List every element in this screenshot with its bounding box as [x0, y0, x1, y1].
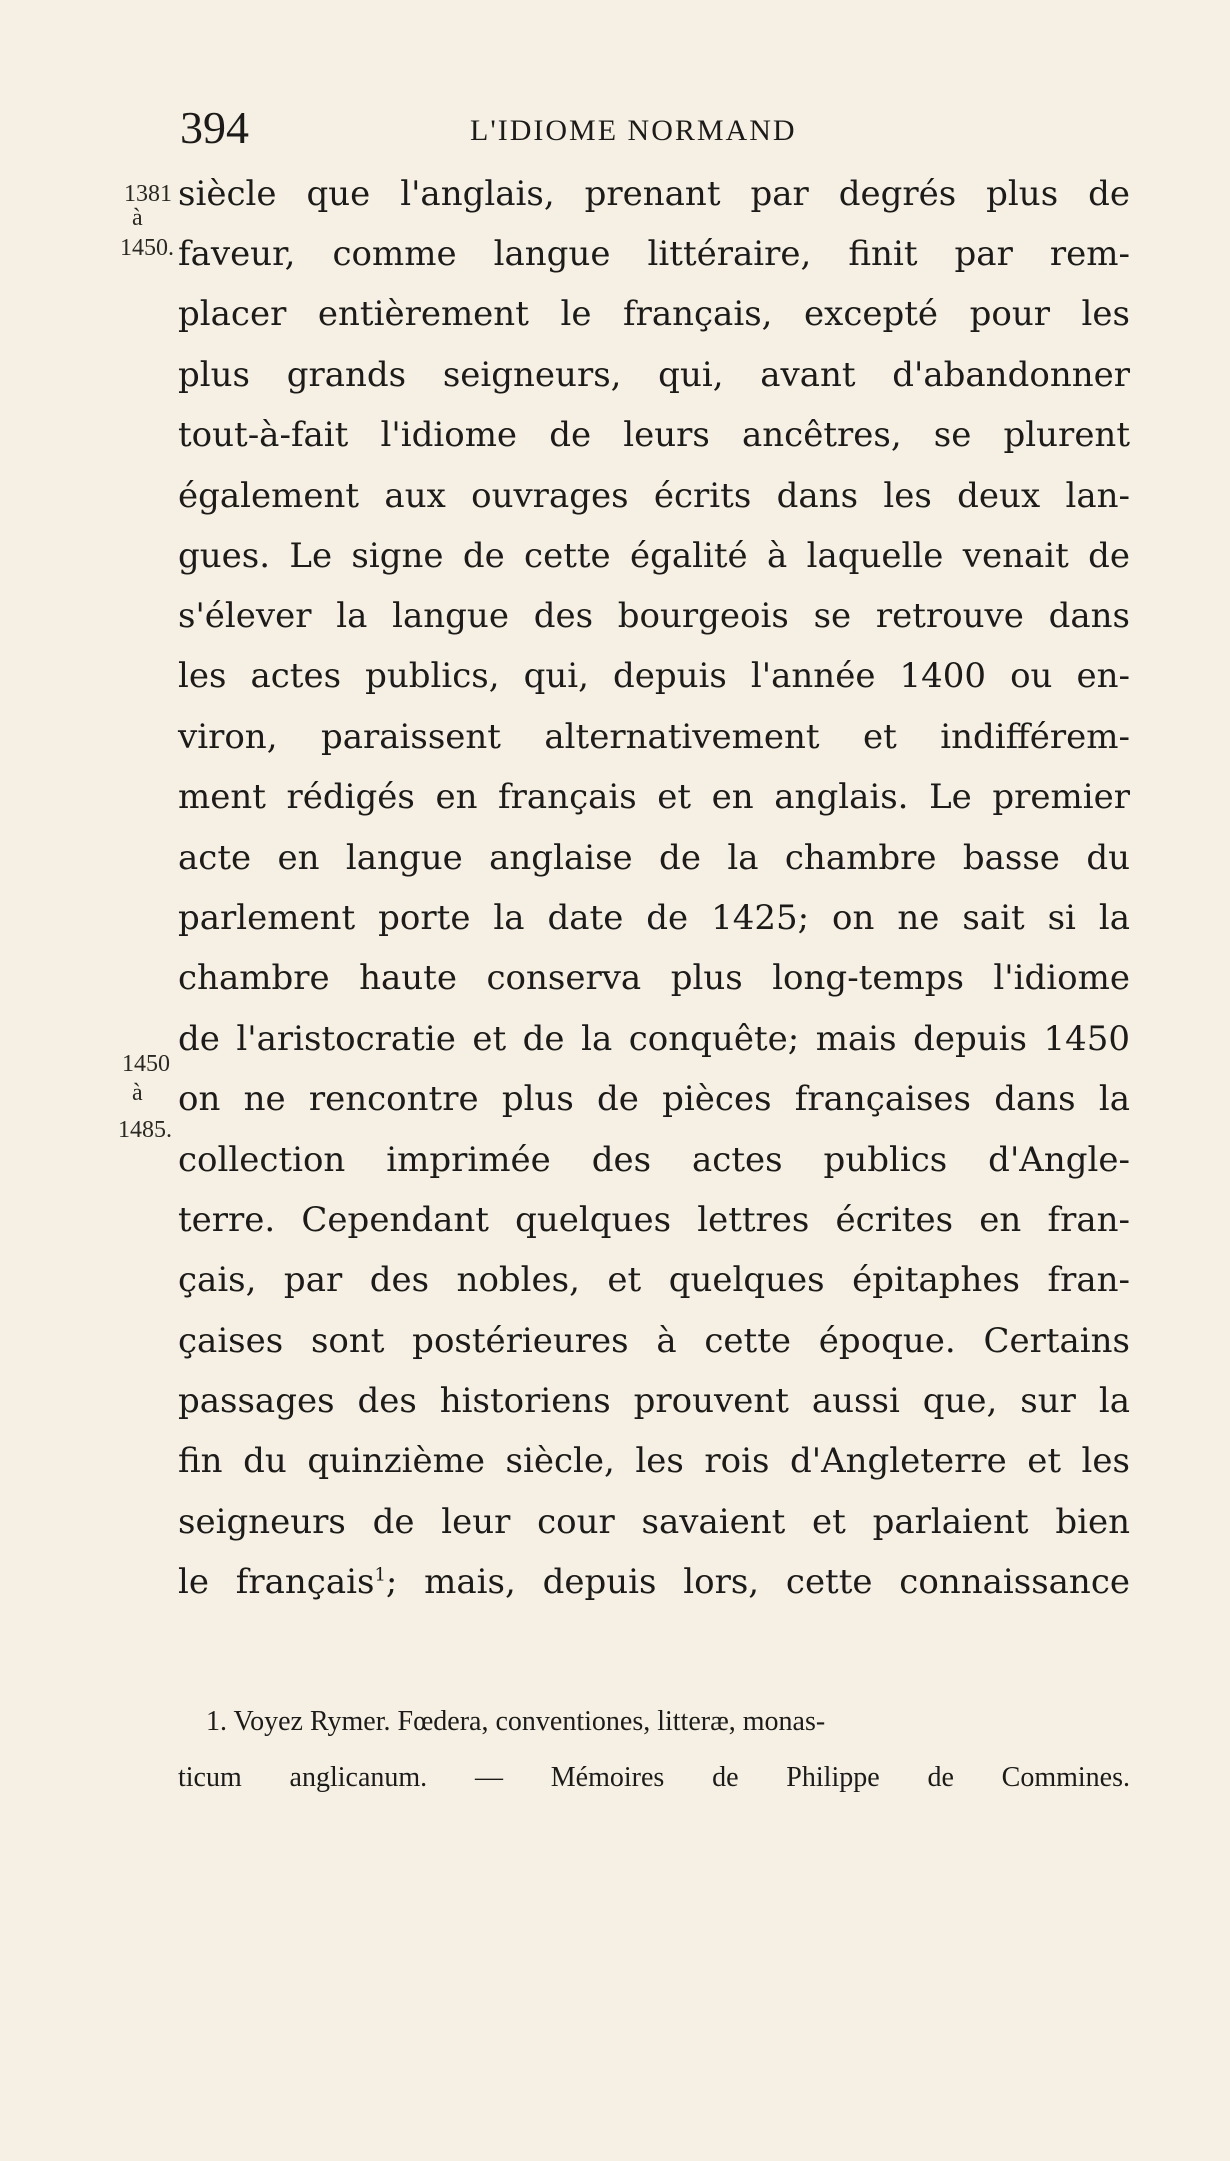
- text-line: çais, par des nobles, et quelques épitaphes fran-: [178, 1260, 1130, 1300]
- margin-note-year: 1381: [124, 181, 172, 207]
- text-line: placer entièrement le français, excepté pour les: [178, 294, 1130, 334]
- text-line: faveur, comme langue littéraire, finit par rem-: [178, 234, 1130, 274]
- text-line: les actes publics, qui, depuis l'année 1400 ou en-: [178, 656, 1130, 696]
- text-line: fin du quinzième siècle, les rois d'Angleterre et les: [178, 1441, 1130, 1481]
- text-line: passages des historiens prouvent aussi que, sur la: [178, 1381, 1130, 1421]
- text-line: viron, paraissent alternativement et indifférem-: [178, 717, 1130, 757]
- text-line: plus grands seigneurs, qui, avant d'abandonner: [178, 355, 1130, 395]
- text-line: s'élever la langue des bourgeois se retrouve dans: [178, 596, 1130, 636]
- running-title: L'IDIOME NORMAND: [470, 114, 797, 147]
- footnote-line: ticum anglicanum. — Mémoires de Philippe de Commines.: [178, 1762, 1130, 1793]
- text-line: également aux ouvrages écrits dans les deux lan-: [178, 476, 1130, 516]
- page-header: [180, 98, 1180, 158]
- text-line: gues. Le signe de cette égalité à laquelle venait de: [178, 536, 1130, 576]
- text-line: de l'aristocratie et de la conquête; mais depuis 1450: [178, 1019, 1130, 1059]
- text-line: acte en langue anglaise de la chambre basse du: [178, 838, 1130, 878]
- text-line: terre. Cependant quelques lettres écrites en fran-: [178, 1200, 1130, 1240]
- text-line: ment rédigés en français et en anglais. Le premier: [178, 777, 1130, 817]
- text-segment: le français: [178, 1562, 375, 1602]
- margin-note-year: 1450: [122, 1051, 170, 1077]
- text-segment: ; mais, depuis lors, cette connaissance: [385, 1562, 1130, 1602]
- footnote-line: 1. Voyez Rymer. Fœdera, conventiones, litteræ, monas-: [206, 1706, 826, 1737]
- footnote-reference: 1: [374, 1564, 386, 1586]
- text-line: parlement porte la date de 1425; on ne sait si la: [178, 898, 1130, 938]
- page-number: 394: [180, 102, 249, 153]
- margin-note-a: à: [132, 1080, 143, 1106]
- margin-note-a: à: [132, 205, 143, 231]
- text-line: çaises sont postérieures à cette époque. Certains: [178, 1321, 1130, 1361]
- text-line: siècle que l'anglais, prenant par degrés plus de: [178, 174, 1130, 214]
- margin-note-year: 1450.: [120, 235, 174, 261]
- margin-note-year: 1485.: [118, 1117, 172, 1143]
- text-line-with-footnote-ref: [178, 1552, 1130, 1612]
- text-line: collection imprimée des actes publics d'Angle-: [178, 1140, 1130, 1180]
- text-line: tout-à-fait l'idiome de leurs ancêtres, se plurent: [178, 415, 1130, 455]
- text-line: seigneurs de leur cour savaient et parlaient bien: [178, 1502, 1130, 1542]
- text-line: on ne rencontre plus de pièces françaises dans la: [178, 1079, 1130, 1119]
- text-line: chambre haute conserva plus long-temps l'idiome: [178, 958, 1130, 998]
